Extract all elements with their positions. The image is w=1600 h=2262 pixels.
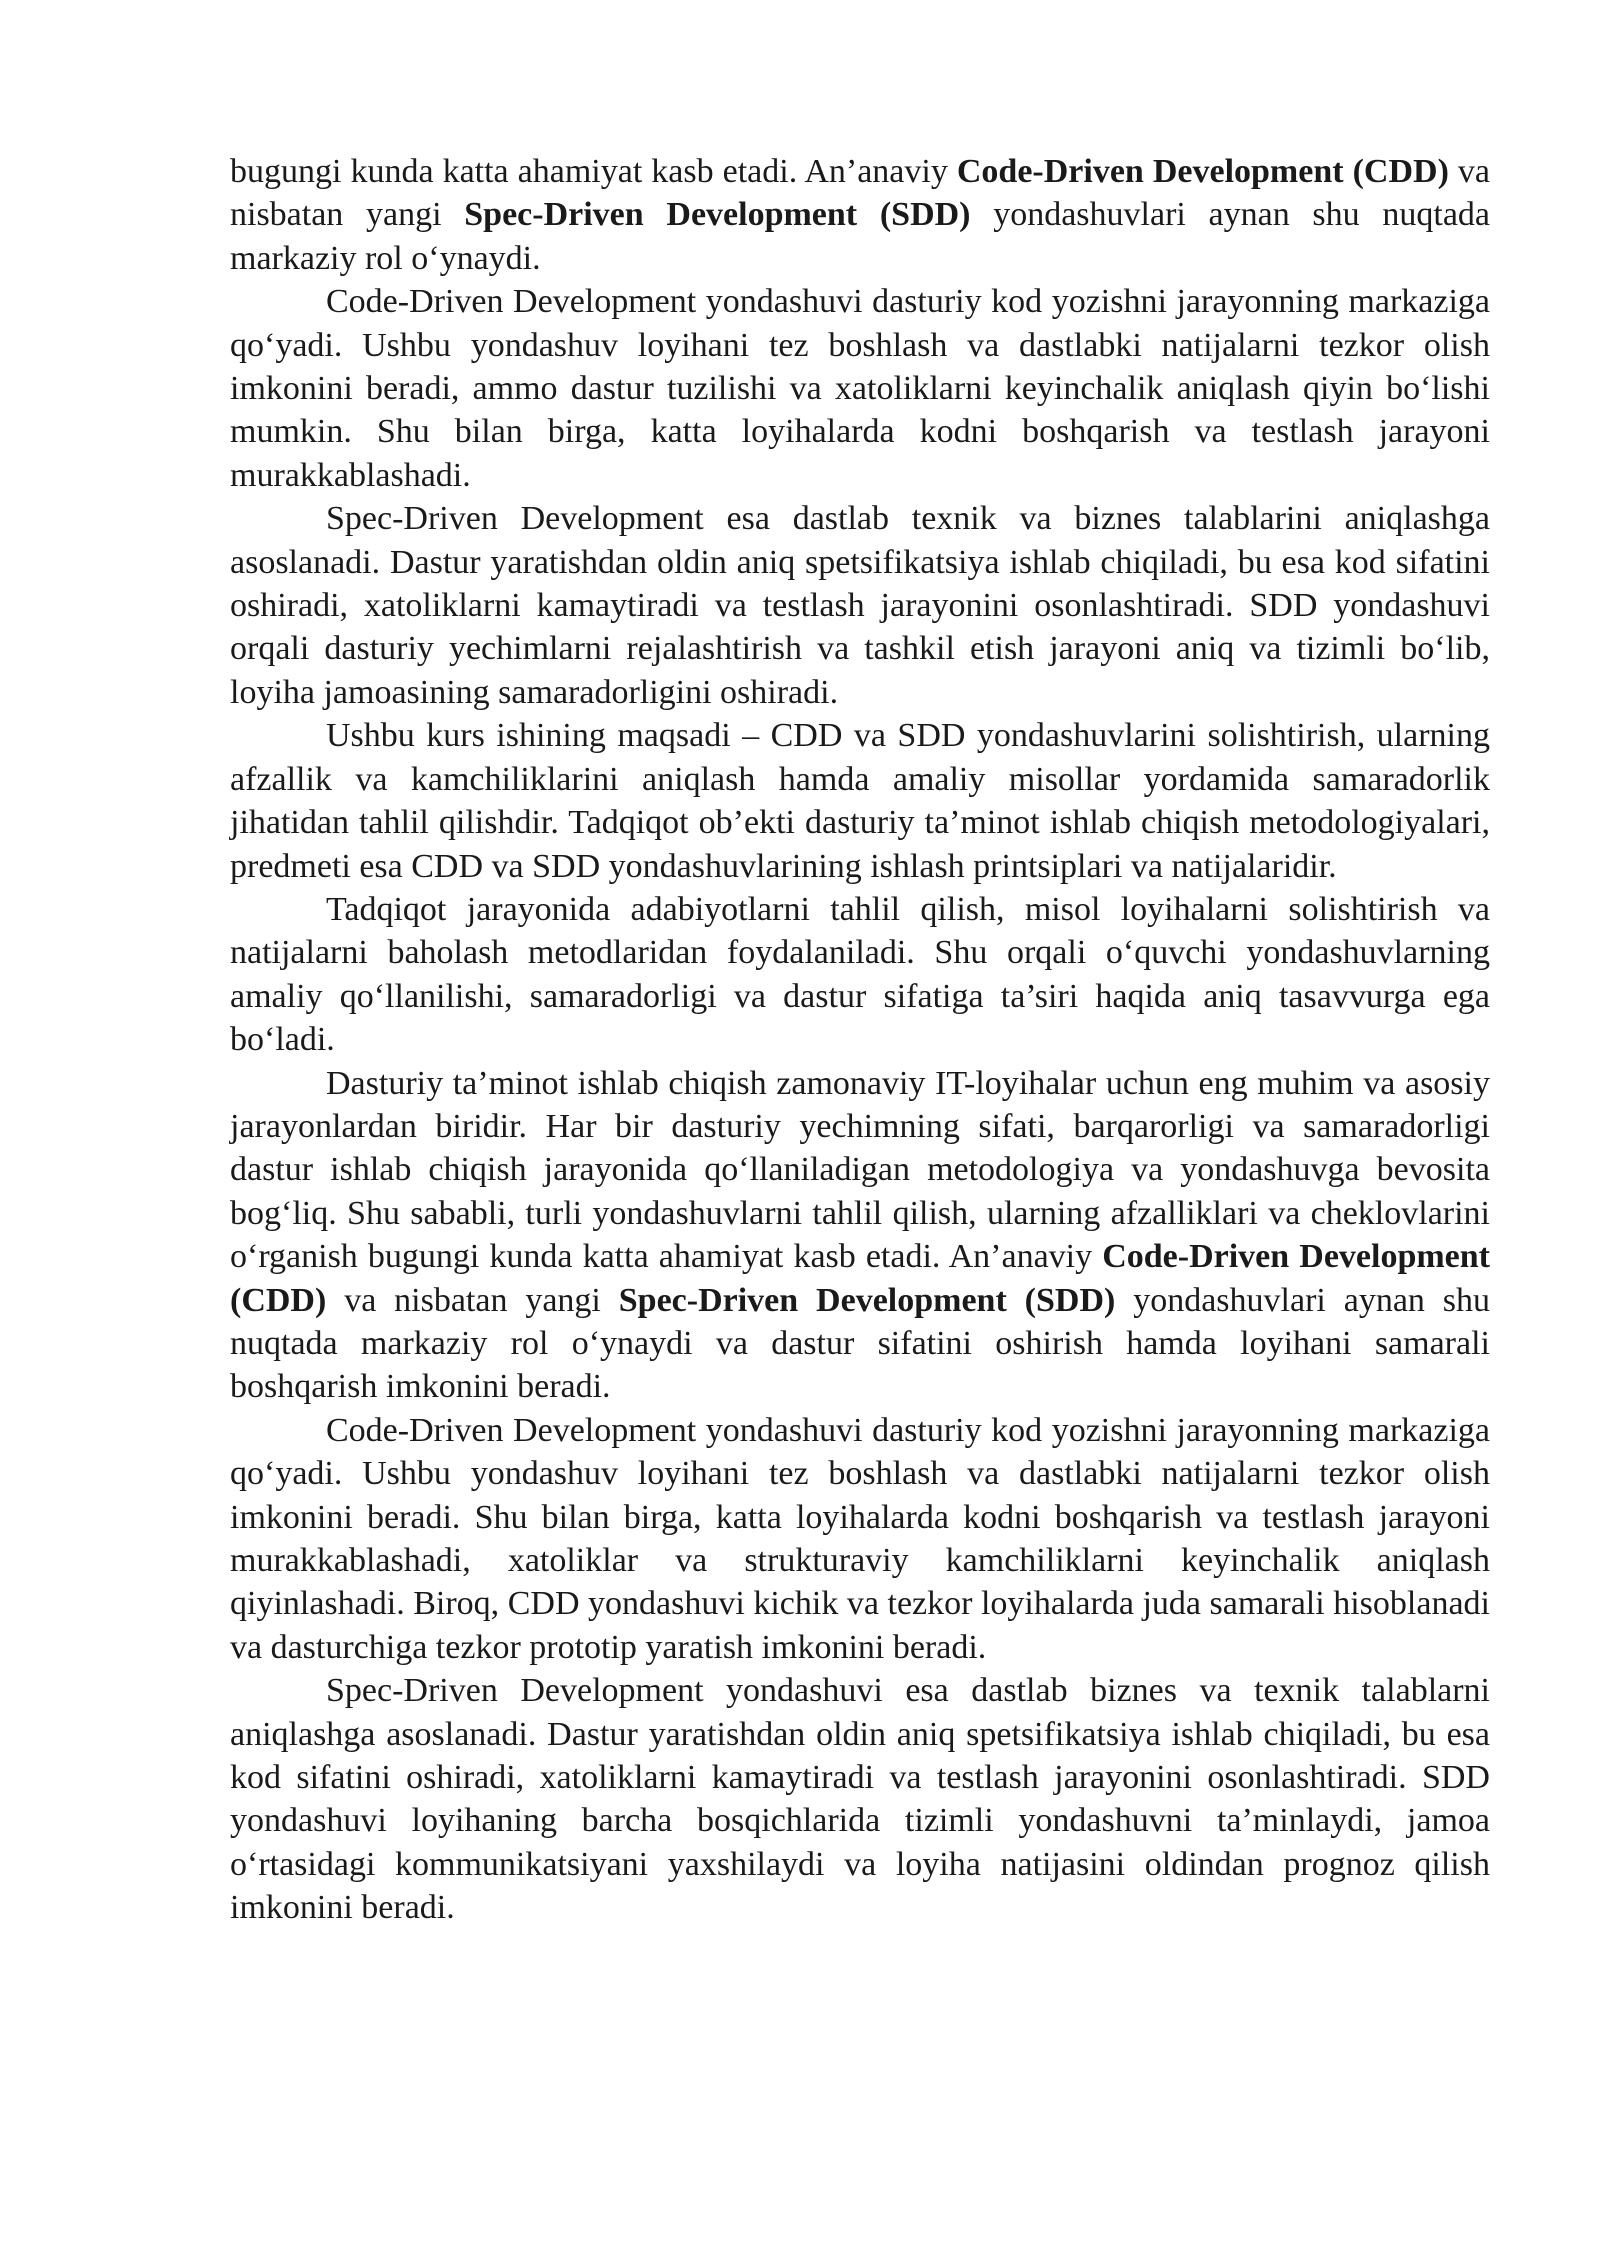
document-page [230,150,1490,1930]
paragraph-3 [230,497,1490,714]
text-span: va nisbatan yangi [326,1281,619,1319]
text-span: yondashuvlari aynan shu nuqtada markaziy rol o‘ynaydi va dastur sifatini oshirish hamda loyihani samarali boshqarish imkonini beradi. [230,1281,1491,1406]
text-span: Code-Driven Development yondashuvi dasturiy kod yozishni jarayonning markaziga qo‘yadi. Ushbu yondashuv loyihani tez boshlash va dastlabki natijalarni tezkor olish imkonini beradi, ammo dastur tuzilishi va xatoliklarni keyinchalik aniqlash qiyin bo‘lishi mumkin. Shu bilan birga, katta loyihalarda kodni boshqarish va testlash jarayoni murakkablashadi. [230,283,1490,494]
bold-term-sdd: Spec-Driven Development (SDD) [618,1281,1116,1319]
text-span: Code-Driven Development yondashuvi dasturiy kod yozishni jarayonning markaziga qo‘yadi. Ushbu yondashuv loyihani tez boshlash va dastlabki natijalarni tezkor olish imkonini beradi. Shu bilan birga, katta loyihalarda kodni boshqarish va testlash jarayoni murakkablashadi, xatoliklar va strukturaviy kamchiliklarni keyinchalik aniqlash qiyinlashadi. Biroq, CDD yondashuvi kichik va tezkor loyihalarda juda samarali hisoblanadi va dasturchiga tezkor prototip yaratish imkonini beradi. [230,1411,1490,1666]
text-span: yondashuvlari aynan shu nuqtada markaziy rol o‘ynaydi. [230,196,1491,277]
bold-term-cdd: Code-Driven Development (CDD) [956,153,1449,190]
text-span: Tadqiqot jarayonida adabiyotlarni tahlil qilish, misol loyihalarni solishtirish va natijalarni baholash metodlaridan foydalaniladi. Shu orqali o‘quvchi yondashuvlarning amaliy qo‘llanilishi, samaradorligi va dastur sifatiga ta’siri haqida aniq tasavvurga ega bo‘ladi. [230,890,1490,1059]
paragraph-2 [230,280,1490,497]
bold-term-cdd: Code-Driven Development (CDD) [230,1238,1491,1319]
text-span: Spec-Driven Development esa dastlab texnik va biznes talablarini aniqlashga asoslanadi. Dastur yaratishdan oldin aniq spetsifikatsiya ishlab chiqiladi, bu esa kod sifatini oshiradi, xatoliklarni kamaytiradi va testlash jarayonini osonlashtiradi. SDD yondashuvi orqali dasturiy yechimlarni rejalashtirish va tashkil etish jarayoni aniq va tizimli bo‘lib, loyiha jamoasining samaradorligini oshiradi. [230,500,1490,711]
paragraph-7 [230,1409,1490,1669]
text-span: Ushbu kurs ishining maqsadi – CDD va SDD yondashuvlarini solishtirish, ularning afzallik va kamchiliklarini aniqlash hamda amaliy misollar yordamida samaradorlik jihatidan tahlil qilishdir. Tadqiqot ob’ekti dasturiy ta’minot ishlab chiqish metodologiyalari, predmeti esa CDD va SDD yondashuvlarining ishlash printsiplari va natijalaridir. [230,717,1490,885]
paragraph-5 [230,888,1490,1062]
paragraph-4 [230,714,1490,888]
text-span: va nisbatan yangi [230,153,1491,234]
paragraph-8 [230,1669,1490,1929]
bold-term-sdd: Spec-Driven Development (SDD) [464,196,971,234]
text-span: Dasturiy ta’minot ishlab chiqish zamonaviy IT-loyihalar uchun eng muhim va asosiy jarayonlardan biridir. Har bir dasturiy yechimning sifati, barqarorligi va samaradorligi dastur ishlab chiqish jarayonida qo‘llaniladigan metodologiya va yondashuvga bevosita bog‘liq. Shu sababli, turli yondashuvlarni tahlil qilish, ularning afzalliklari va cheklovlarini o‘rganish bugungi kunda katta ahamiyat kasb etadi. An’anaviy [230,1064,1490,1276]
paragraph-6 [230,1062,1490,1409]
text-span: bugungi kunda katta ahamiyat kasb etadi. An’anaviy [230,153,957,190]
text-span: Spec-Driven Development yondashuvi esa dastlab biznes va texnik talablarni aniqlashga asoslanadi. Dastur yaratishdan oldin aniq spetsifikatsiya ishlab chiqiladi, bu esa kod sifatini oshiradi, xatoliklarni kamaytiradi va testlash jarayonini osonlashtiradi. SDD yondashuvi loyihaning barcha bosqichlarida tizimli yondashuvni ta’minlaydi, jamoa o‘rtasidagi kommunikatsiyani yaxshilaydi va loyiha natijasini oldindan prognoz qilish imkonini beradi. [230,1672,1490,1927]
paragraph-1 [230,150,1490,280]
